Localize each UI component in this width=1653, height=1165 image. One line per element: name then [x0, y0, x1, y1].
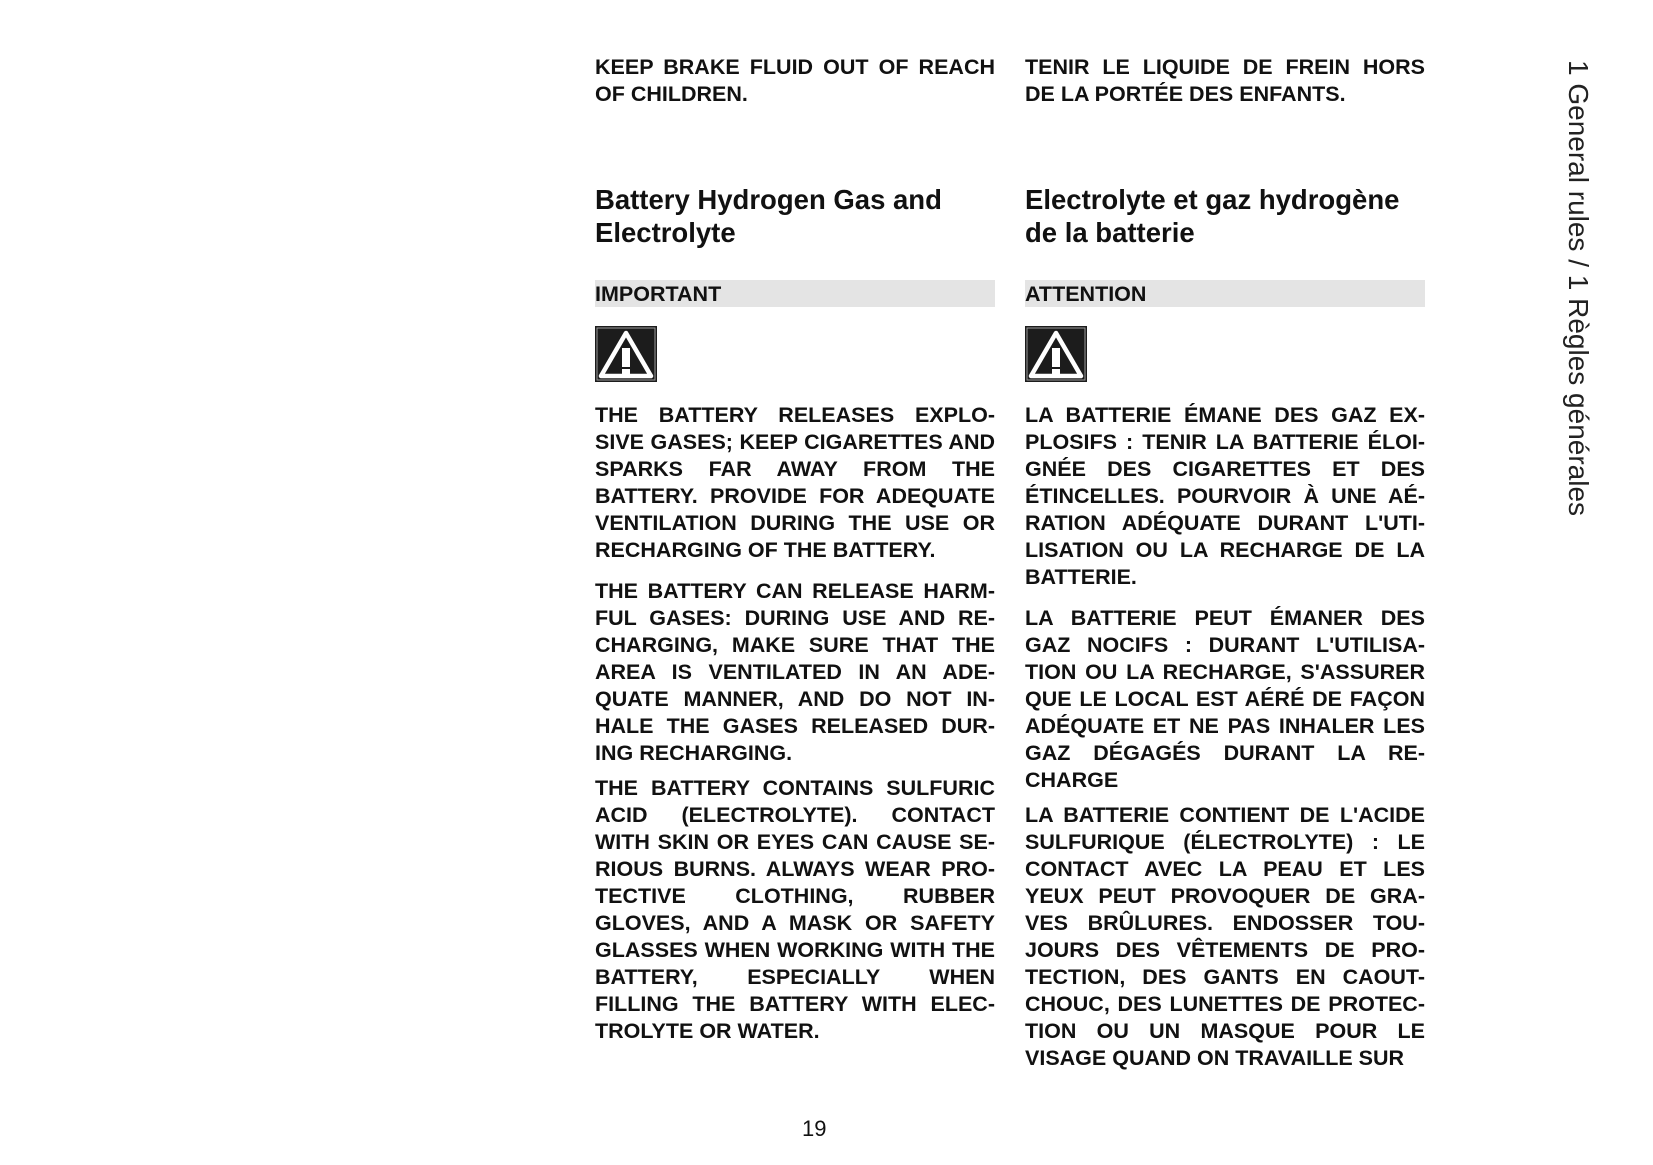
section-heading-fr: Electrolyte et gaz hydrogène de la batterie: [1025, 184, 1400, 248]
page-number: 19: [802, 1116, 827, 1141]
side-chapter-header: 1 General rules / 1 Règles générales: [1563, 60, 1594, 517]
warning-triangle-icon: [1025, 326, 1087, 382]
intro-warning-fr: TENIR LE LIQUIDE DE FREIN HORS DE LA PORTÉE DES ENFANTS.: [1025, 55, 1425, 106]
paragraph-harmful-gases-fr: LA BATTERIE PEUT ÉMANER DES GAZ NOCIFS : DURANT L'UTILISA-TION OU LA RECHARGE, S'ASSURER QUE LE LOCAL EST AÉRÉ DE FAÇON ADÉQUATE ET NE PAS INHALER LES GAZ DÉGAGÉS DURANT LA RE-CHARGE: [1025, 606, 1425, 792]
paragraph-sulfuric-acid-fr: LA BATTERIE CONTIENT DE L'ACIDE SULFURIQUE (ÉLECTROLYTE) : LE CONTACT AVEC LA PEAU ET LES YEUX PEUT PROVOQUER DE GRA-VES BRÛLURES. ENDOSSER TOU-JOURS DES VÊTEMENTS DE PRO-TECTION, DES GANTS EN CAOUT-CHOUC, DES LUNETTES DE PROTEC-TION OU UN MASQUE POUR LE VISAGE QUAND ON TRAVAILLE SUR: [1025, 803, 1425, 1070]
paragraph-explosive-gases-en: THE BATTERY RELEASES EXPLO-SIVE GASES; KEEP CIGARETTES AND SPARKS FAR AWAY FROM THE BATTERY. PROVIDE FOR ADEQUATE VENTILATION DURING THE USE OR RECHARGING OF THE BATTERY.: [595, 403, 995, 562]
paragraph-sulfuric-acid-en: THE BATTERY CONTAINS SULFURIC ACID (ELECTROLYTE). CONTACT WITH SKIN OR EYES CAN CAUSE SE-RIOUS BURNS. ALWAYS WEAR PRO-TECTIVE CLOTHING, RUBBER GLOVES, AND A MASK OR SAFETY GLASSES WHEN WORKING WITH THE BATTERY, ESPECIALLY WHEN FILLING THE BATTERY WITH ELEC-TROLYTE OR WATER.: [595, 776, 995, 1043]
paragraph-explosive-gases-fr: LA BATTERIE ÉMANE DES GAZ EX-PLOSIFS : TENIR LA BATTERIE ÉLOI-GNÉE DES CIGARETTES ET DES ÉTINCELLES. POURVOIR À UNE AÉ-RATION ADÉQUATE DURANT L'UTI-LISATION OU LA RECHARGE DE LA BATTERIE.: [1025, 403, 1425, 589]
body-text-fr: [1025, 402, 1425, 1072]
body-text-en: [595, 402, 995, 1045]
warning-triangle-icon: [595, 326, 657, 382]
attention-banner: ATTENTION: [1025, 280, 1425, 307]
important-banner: IMPORTANT: [595, 280, 995, 307]
intro-warning-en: KEEP BRAKE FLUID OUT OF REACH OF CHILDREN.: [595, 55, 995, 106]
paragraph-harmful-gases-en: THE BATTERY CAN RELEASE HARM-FUL GASES: DURING USE AND RE-CHARGING, MAKE SURE THAT THE AREA IS VENTILATED IN AN ADE-QUATE MANNER, AND DO NOT IN-HALE THE GASES RELEASED DUR-ING RECHARGING.: [595, 579, 995, 765]
section-heading-en: Battery Hydrogen Gas and Electrolyte: [595, 184, 942, 248]
